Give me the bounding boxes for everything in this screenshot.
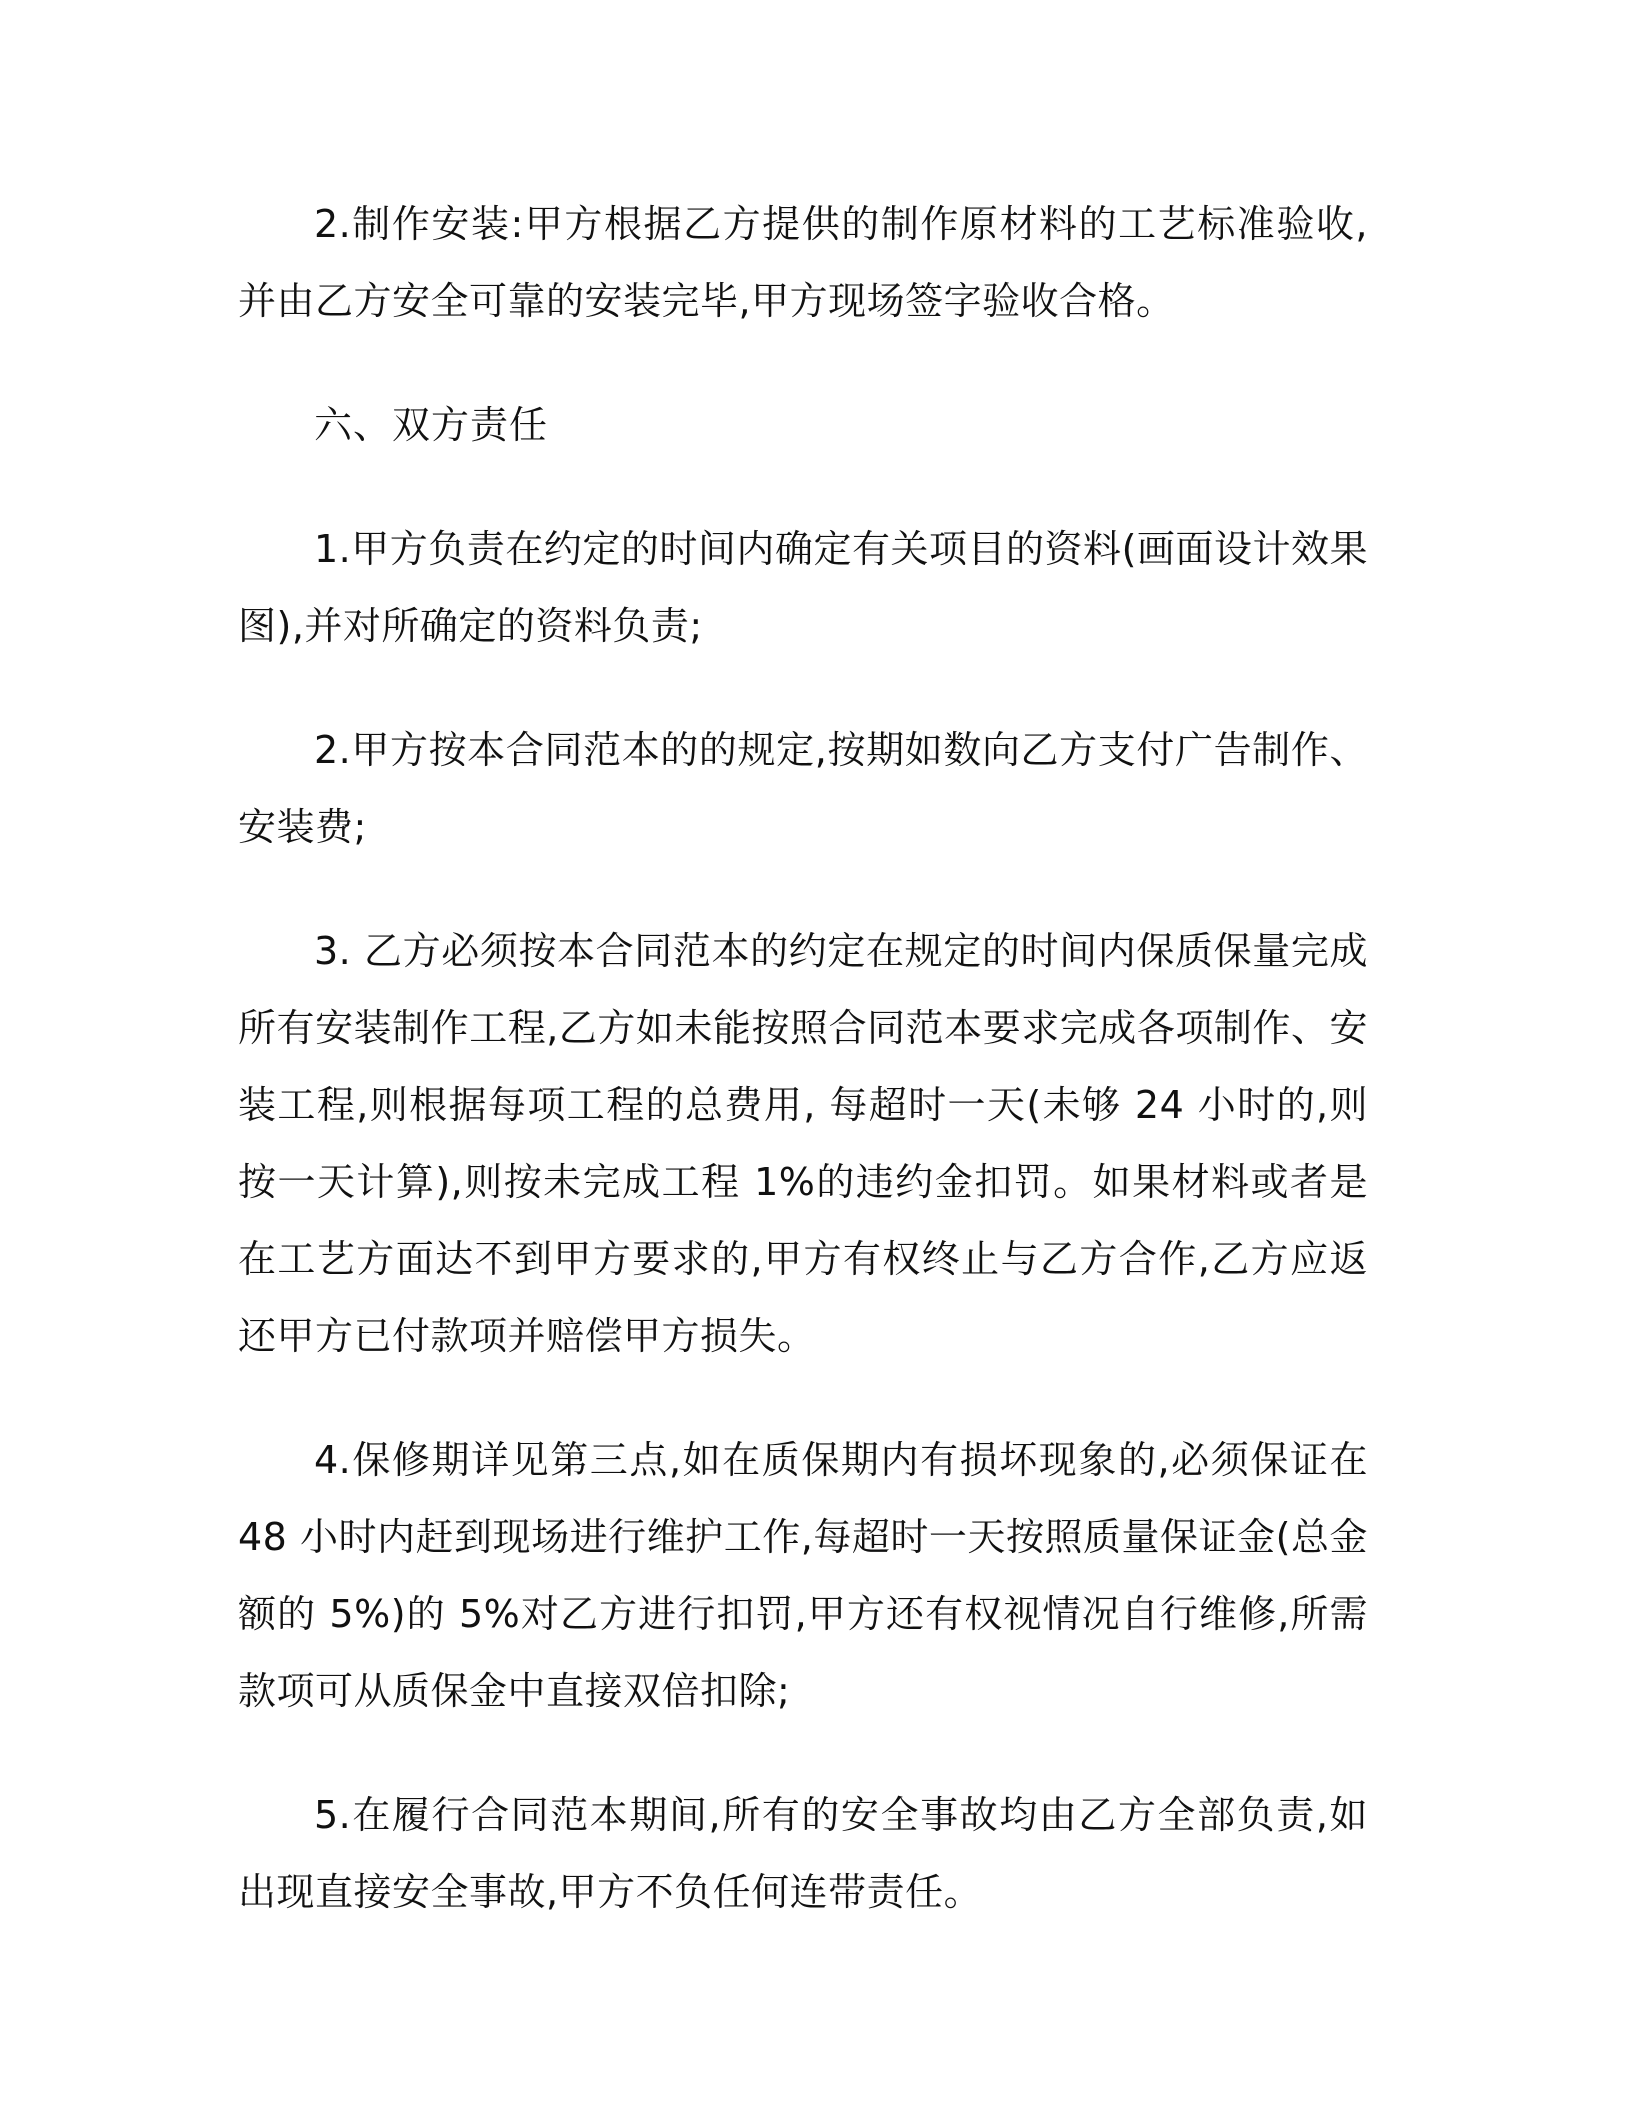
section-heading-responsibilities: 六、双方责任 (314, 403, 549, 447)
paragraph-clause-4: 4.保修期详见第三点,如在质保期内有损坏现象的,必须保证在 48 小时内赶到现场进行维护工作,每超时一天按照质量保证金(总金额的 5%)的 5%对乙方进行扣罚,甲方还有权视情况自行维修,所需款项可从质保金中直接双倍扣除; (238, 1438, 1368, 1713)
paragraph-clause-2: 2.甲方按本合同范本的的规定,按期如数向乙方支付广告制作、安装费; (238, 728, 1368, 849)
paragraph-clause-5: 5.在履行合同范本期间,所有的安全事故均由乙方全部负责,如出现直接安全事故,甲方不负任何连带责任。 (238, 1793, 1368, 1914)
paragraph-clause-3: 3. 乙方必须按本合同范本的约定在规定的时间内保质保量完成所有安装制作工程,乙方如未能按照合同范本要求完成各项制作、安装工程,则根据每项工程的总费用, 每超时一天(未够 24 小时的,则按一天计算),则按未完成工程 1%的违约金扣罚。如果材料或者是在工艺方面达不到甲方要求的,甲方有权终止与乙方合作,乙方应返还甲方已付款项并赔偿甲方损失。 (238, 929, 1368, 1358)
paragraph-clause-1: 1.甲方负责在约定的时间内确定有关项目的资料(画面设计效果图),并对所确定的资料负责; (238, 527, 1368, 648)
paragraph-install: 2.制作安装:甲方根据乙方提供的制作原材料的工艺标准验收,并由乙方安全可靠的安装完毕,甲方现场签字验收合格。 (238, 202, 1368, 323)
document-body (238, 186, 1368, 1978)
